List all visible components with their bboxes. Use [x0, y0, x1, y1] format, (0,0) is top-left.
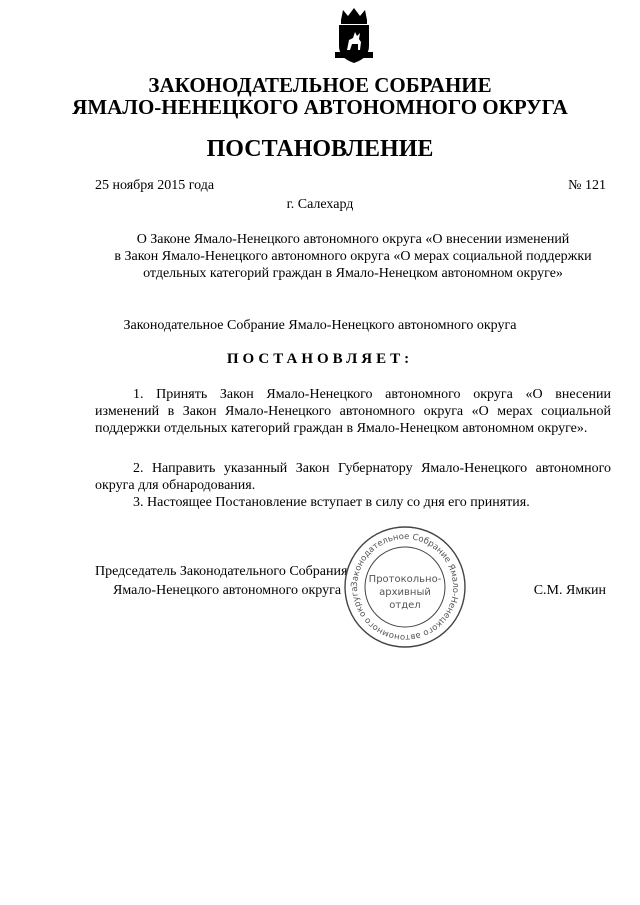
resolution-item-2: 2. Направить указанный Закон Губернатору Ямало-Ненецкого автономного округа для обнародования. [95, 461, 611, 493]
resolution-item-3: 3. Настоящее Постановление вступает в силу со дня его принятия. [133, 495, 530, 510]
subject-line: в Закон Ямало-Ненецкого автономного округа «О мерах социальной поддержки [114, 249, 592, 264]
coat-of-arms-emblem [333, 6, 375, 66]
signatory-position-line1: Председатель Законодательного Собрания [95, 564, 348, 579]
organization-name-line2: ЯМАЛО-НЕНЕЦКОГО АВТОНОМНОГО ОКРУГА [72, 95, 568, 119]
document-number: № 121 [568, 178, 606, 193]
document-city: г. Салехард [286, 197, 354, 212]
subject-line: О Законе Ямало-Ненецкого автономного округа «О внесении изменений [136, 232, 570, 247]
stamp-ring-text: Законодательное Собрание Ямало-Ненецкого автономного округа [349, 531, 461, 643]
subject-line: отдельных категорий граждан в Ямало-Ненецком автономном округе» [143, 266, 563, 281]
document-date: 25 ноября 2015 года [95, 178, 215, 193]
organization-name-line1: ЗАКОНОДАТЕЛЬНОЕ СОБРАНИЕ [148, 73, 492, 97]
stamp-line2: архивный [379, 587, 431, 598]
document-subject [95, 231, 611, 282]
stamp-line1: Протокольно- [368, 574, 442, 585]
document-type-title: ПОСТАНОВЛЕНИЕ [206, 136, 434, 162]
official-stamp [343, 525, 467, 649]
stamp-line3: отдел [389, 600, 421, 611]
signatory-position-line2: Ямало-Ненецкого автономного округа [113, 583, 342, 598]
signatory-name: С.М. Ямкин [533, 583, 606, 598]
resolves-heading: ПОСТАНОВЛЯЕТ: [226, 351, 414, 367]
assembly-statement: Законодательное Собрание Ямало-Ненецкого автономного округа [123, 318, 517, 333]
resolution-item-1: 1. Принять Закон Ямало-Ненецкого автономного округа «О внесении изменений в Закон Ямало-Ненецкого автономного округа «О мерах социальной поддержки отдельных категорий граждан в Ямало-Ненецком автономном округе». [95, 387, 611, 436]
